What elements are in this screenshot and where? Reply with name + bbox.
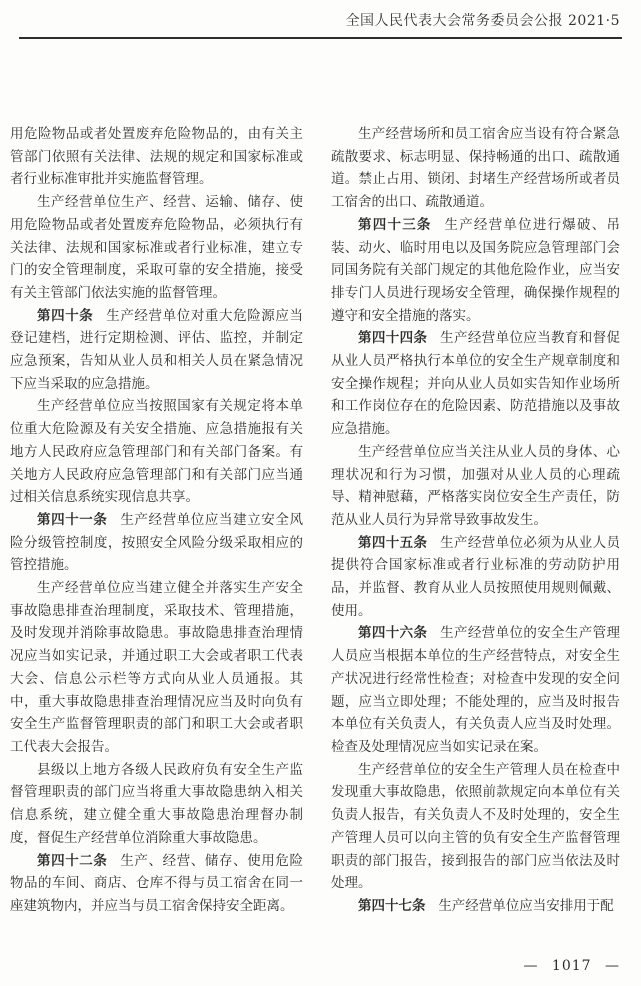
page-number: — 1017 — xyxy=(523,958,620,974)
paragraph: 第四十六条 生产经营单位的安全生产管理人员应当根据本单位的生产经营特点，对安全生产状况进行经常性检查；对检查中发现的安全问题，应当立即处理；不能处理的，应当及时报告本单位有关负责人，有关负责人应当及时处理。检查及处理情况应当如实记录在案。 xyxy=(331,625,621,755)
article-number: 第四十一条 xyxy=(37,511,108,528)
paragraph: 生产经营单位的安全生产管理人员在检查中发现重大事故隐患，依照前款规定向本单位有关负责人报告，有关负责人不及时处理的，安全生产管理人员可以向主管的负有安全生产监督管理职责的部门报告，接到报告的部门应当依法及时处理。 xyxy=(331,761,620,892)
paragraph: 县级以上地方各级人民政府负有安全生产监督管理职责的部门应当将重大事故隐患纳入相关信息系统，建立健全重大事故隐患治理督办制度，督促生产经营单位消除重大事故隐患。 xyxy=(10,761,303,846)
left-column xyxy=(10,123,303,918)
gazette-title: 全国人民代表大会常务委员会公报 2021·5 xyxy=(345,13,620,29)
paragraph: 生产经营场所和员工宿舍应当设有符合紧急疏散要求、标志明显、保持畅通的出口、疏散通道。禁止占用、锁闭、封堵生产经营场所或者员工宿舍的出口、疏散通道。 xyxy=(331,126,620,211)
right-column xyxy=(331,123,620,918)
paragraph: 用危险物品或者处置废弃危险物品的，由有关主管部门依照有关法律、法规的规定和国家标准或者行业标准审批并实施监督管理。 xyxy=(10,126,303,188)
paragraph: 第四十二条 生产、经营、储存、使用危险物品的车间、商店、仓库不得与员工宿舍在同一座建筑物内，并应当与员工宿舍保持安全距离。 xyxy=(10,852,304,914)
article-number: 第四十三条 xyxy=(358,216,432,233)
article-number: 第四十六条 xyxy=(358,625,428,642)
paragraph: 生产经营单位生产、经营、运输、储存、使用危险物品或者处置废弃危险物品，必须执行有关法律、法规和国家标准或者行业标准，建立专门的安全管理制度，采取可靠的安全措施，接受有关主管部门依法实施的监督管理。 xyxy=(10,194,303,301)
paragraph: 第四十五条 生产经营单位必须为从业人员提供符合国家标准或者行业标准的劳动防护用品，并监督、教育从业人员按照使用规则佩戴、使用。 xyxy=(331,534,621,619)
article-number: 第四十五条 xyxy=(358,534,428,551)
paragraph: 第四十一条 生产经营单位应当建立安全风险分级管控制度，按照安全风险分级采取相应的管控措施。 xyxy=(10,511,304,574)
document-body xyxy=(10,123,641,918)
paragraph: 第四十七条 生产经营单位应当安排用于配 xyxy=(358,897,614,914)
article-number: 第四十二条 xyxy=(37,852,108,869)
paragraph: 生产经营单位应当建立健全并落实生产安全事故隐患排查治理制度，采取技术、管理措施，及时发现并消除事故隐患。事故隐患排查治理情况应当如实记录，并通过职工大会或者职工代表大会、信息公示栏等方式向从业人员通报。其中，重大事故隐患排查治理情况应当及时向负有安全生产监督管理职责的部门和职工大会或者职工代表大会报告。 xyxy=(10,580,303,755)
page-footer xyxy=(523,958,620,974)
paragraph: 生产经营单位应当关注从业人员的身体、心理状况和行为习惯，加强对从业人员的心理疏导、精神慰藉，严格落实岗位安全生产责任，防范从业人员行为异常导致事故发生。 xyxy=(331,443,620,528)
paragraph: 第四十三条 生产经营单位进行爆破、吊装、动火、临时用电以及国务院应急管理部门会同国务院有关部门规定的其他危险作业，应当安排专门人员进行现场安全管理，确保操作规程的遵守和安全措施的落实。 xyxy=(331,216,621,324)
paragraph: 第四十四条 生产经营单位应当教育和督促从业人员严格执行本单位的安全生产规章制度和安全操作规程；并向从业人员如实告知作业场所和工作岗位存在的危险因素、防范措施以及事故应急措施。 xyxy=(331,330,621,438)
article-number: 第四十四条 xyxy=(358,330,428,347)
page-header xyxy=(0,0,641,39)
article-number: 第四十七条 xyxy=(358,897,426,914)
paragraph: 第四十条 生产经营单位对重大危险源应当登记建档，进行定期检测、评估、监控，并制定应急预案，告知从业人员和相关人员在紧急情况下应当采取的应急措施。 xyxy=(10,307,304,392)
article-number: 第四十条 xyxy=(37,307,94,324)
paragraph: 生产经营单位应当按照国家有关规定将本单位重大危险源及有关安全措施、应急措施报有关地方人民政府应急管理部门和有关部门备案。有关地方人民政府应急管理部门和有关部门应当通过相关信息系统实现信息共享。 xyxy=(10,398,303,506)
header-divider xyxy=(19,37,622,39)
